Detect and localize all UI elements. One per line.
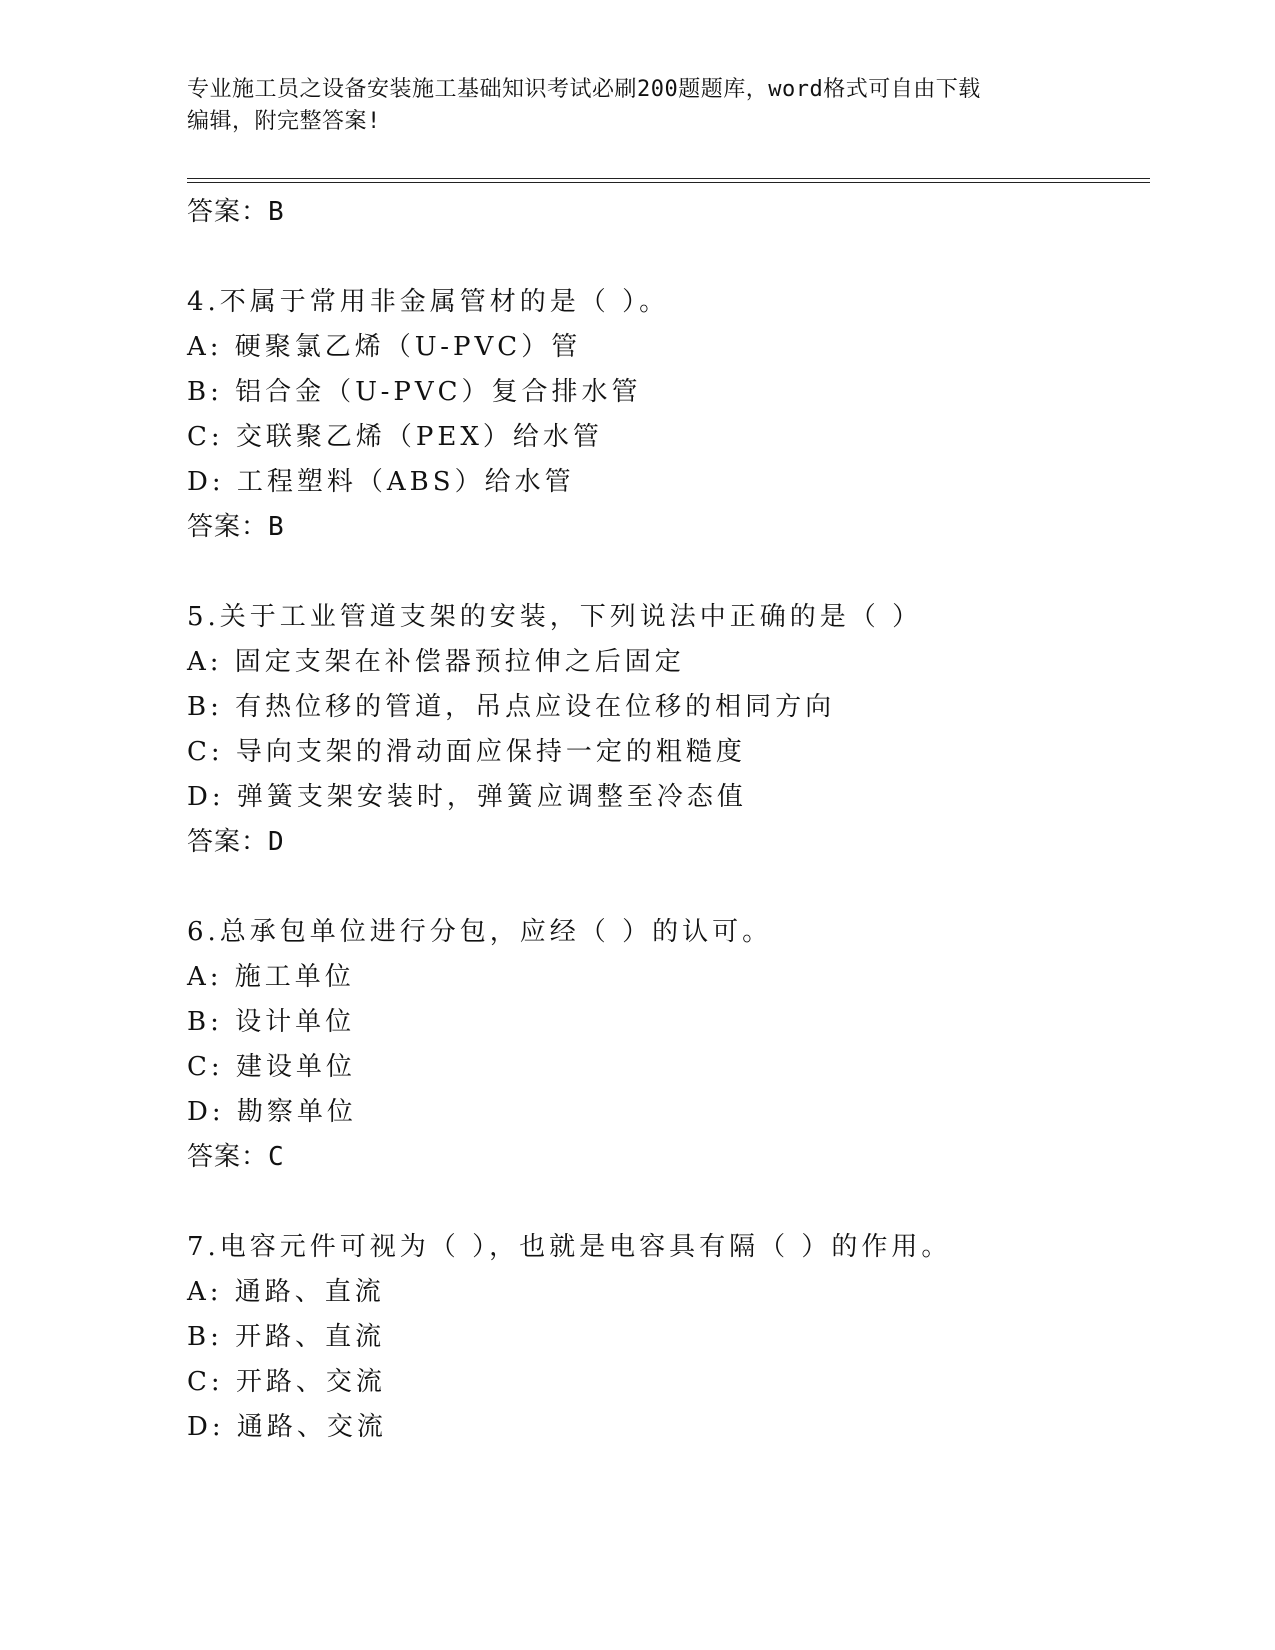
option-b: B: 设计单位 bbox=[187, 1007, 356, 1037]
question-block bbox=[187, 595, 1147, 865]
option-d: D: 弹簧支架安装时，弹簧应调整至冷态值 bbox=[187, 782, 747, 812]
option-c: C: 建设单位 bbox=[187, 1052, 356, 1082]
answer-text: 答案：D bbox=[187, 827, 285, 857]
option-c: C: 交联聚乙烯（PEX）给水管 bbox=[187, 422, 603, 452]
option-c: C: 开路、交流 bbox=[187, 1367, 386, 1397]
option-a: A: 固定支架在补偿器预拉伸之后固定 bbox=[187, 647, 685, 677]
header-divider bbox=[187, 178, 1150, 183]
header-line-1: 专业施工员之设备安装施工基础知识考试必刷200题题库，word格式可自由下载 bbox=[187, 77, 981, 102]
answer-text: 答案：B bbox=[187, 512, 285, 542]
question-text: 6.总承包单位进行分包，应经（ ）的认可。 bbox=[187, 917, 773, 947]
option-b: B: 开路、直流 bbox=[187, 1322, 386, 1352]
option-a: A: 施工单位 bbox=[187, 962, 355, 992]
option-b: B: 有热位移的管道，吊点应设在位移的相同方向 bbox=[187, 692, 836, 722]
option-c: C: 导向支架的滑动面应保持一定的粗糙度 bbox=[187, 737, 746, 767]
header-line-2: 编辑，附完整答案! bbox=[187, 109, 381, 134]
option-d: D: 通路、交流 bbox=[187, 1412, 387, 1442]
question-text: 5.关于工业管道支架的安装，下列说法中正确的是（ ） bbox=[187, 602, 923, 632]
option-b: B: 铝合金（U-PVC）复合排水管 bbox=[187, 377, 642, 407]
question-block bbox=[187, 910, 1147, 1180]
question-text: 4.不属于常用非金属管材的是（ ）。 bbox=[187, 287, 670, 317]
question-text: 7.电容元件可视为（ ），也就是电容具有隔（ ）的作用。 bbox=[187, 1232, 952, 1262]
page-header bbox=[187, 74, 1067, 138]
previous-answer: 答案：B bbox=[187, 197, 285, 227]
answer-text: 答案：C bbox=[187, 1142, 285, 1172]
option-d: D: 勘察单位 bbox=[187, 1097, 357, 1127]
option-a: A: 通路、直流 bbox=[187, 1277, 385, 1307]
question-block bbox=[187, 280, 1147, 550]
question-block bbox=[187, 1225, 1147, 1450]
question-list bbox=[187, 190, 1147, 1450]
option-a: A: 硬聚氯乙烯（U-PVC）管 bbox=[187, 332, 582, 362]
option-d: D: 工程塑料（ABS）给水管 bbox=[187, 467, 575, 497]
